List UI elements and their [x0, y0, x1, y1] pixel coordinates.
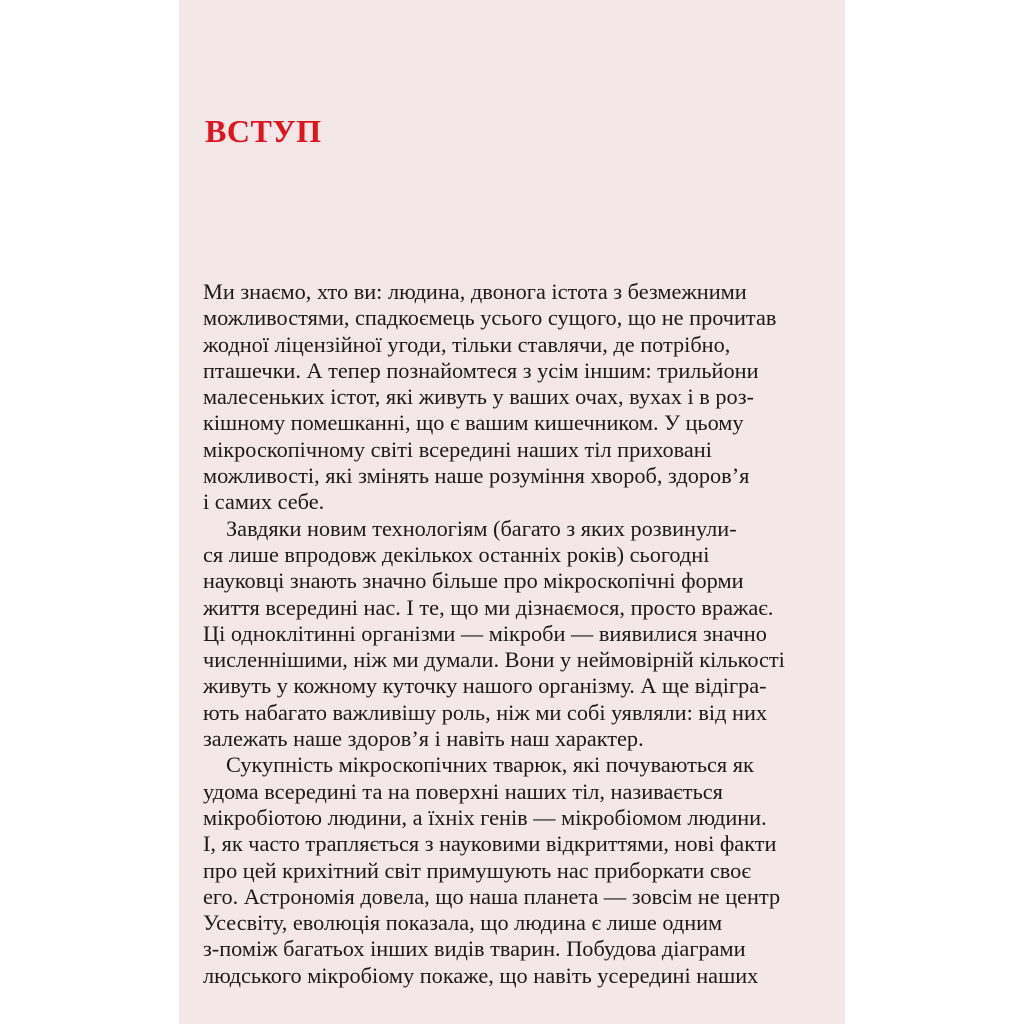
text-line: науковці знають значно більше про мікроскопічні форми: [203, 568, 744, 594]
chapter-body: [203, 279, 823, 989]
text-line: Ці одноклітинні організми — мікроби — виявилися значно: [203, 620, 767, 646]
text-line: мікробіотою людини, а їхніх генів — мікробіомом людини.: [203, 804, 767, 830]
text-line: Сукупність мікроскопічних тварюк, які почуваються як: [226, 752, 754, 778]
paragraph-1: [203, 279, 823, 516]
text-line: Завдяки новим технологіям (багато з яких розвинули-: [226, 515, 737, 541]
text-line: численнішими, ніж ми думали. Вони у неймовірній кількості: [203, 647, 785, 673]
paragraph-3: [203, 752, 823, 989]
text-line: Ми знаємо, хто ви: людина, двонога істота з безмежними: [203, 279, 747, 304]
text-line: Усесвіту, еволюція показала, що людина є лише одним: [203, 910, 723, 936]
text-line: кішному помешканні, що є вашим кишечником. У цьому: [203, 410, 744, 436]
text-line: жодної ліцензійної угоди, тільки ставлячи, де потрібно,: [203, 331, 731, 357]
text-line: про цей крихітний світ примушують нас приборкати своє: [203, 857, 751, 883]
text-line: удома всередині та на поверхні наших тіл, називається: [203, 778, 723, 804]
text-line: людського мікробіому покаже, що навіть усередині наших: [203, 962, 759, 988]
text-line: пташечки. А тепер познайомтеся з усім іншим: трильйони: [203, 357, 759, 383]
text-line: і самих себе.: [203, 489, 325, 515]
text-line: малесеньких істот, які живуть у ваших очах, вухах і в роз-: [203, 384, 754, 410]
text-line: мікроскопічному світі всередині наших тіл приховані: [203, 436, 712, 462]
text-line: з-поміж багатьох інших видів тварин. Побудова діаграми: [203, 936, 746, 962]
text-line: залежать наше здоров’я і навіть наш характер.: [203, 726, 644, 752]
text-line: ся лише впродовж декількох останніх років) сьогодні: [203, 541, 710, 567]
text-line: можливості, які змінять наше розуміння хвороб, здоров’я: [203, 463, 750, 489]
text-line: можливостями, спадкоємець усього сущого, що не прочитав: [203, 305, 777, 331]
text-line: его. Астрономія довела, що наша планета — зовсім не центр: [203, 883, 781, 909]
chapter-heading: ВСТУП: [205, 113, 322, 149]
text-line: І, як часто трапляється з науковими відкриттями, нові факти: [203, 831, 777, 857]
text-line: ють набагато важливішу роль, ніж ми собі уявляли: від них: [203, 699, 768, 725]
paragraph-2: [203, 516, 823, 753]
text-line: живуть у кожному куточку нашого організму. А ще відігра-: [203, 673, 767, 699]
text-line: життя всередині нас. І те, що ми дізнаємося, просто вражає.: [203, 594, 774, 620]
